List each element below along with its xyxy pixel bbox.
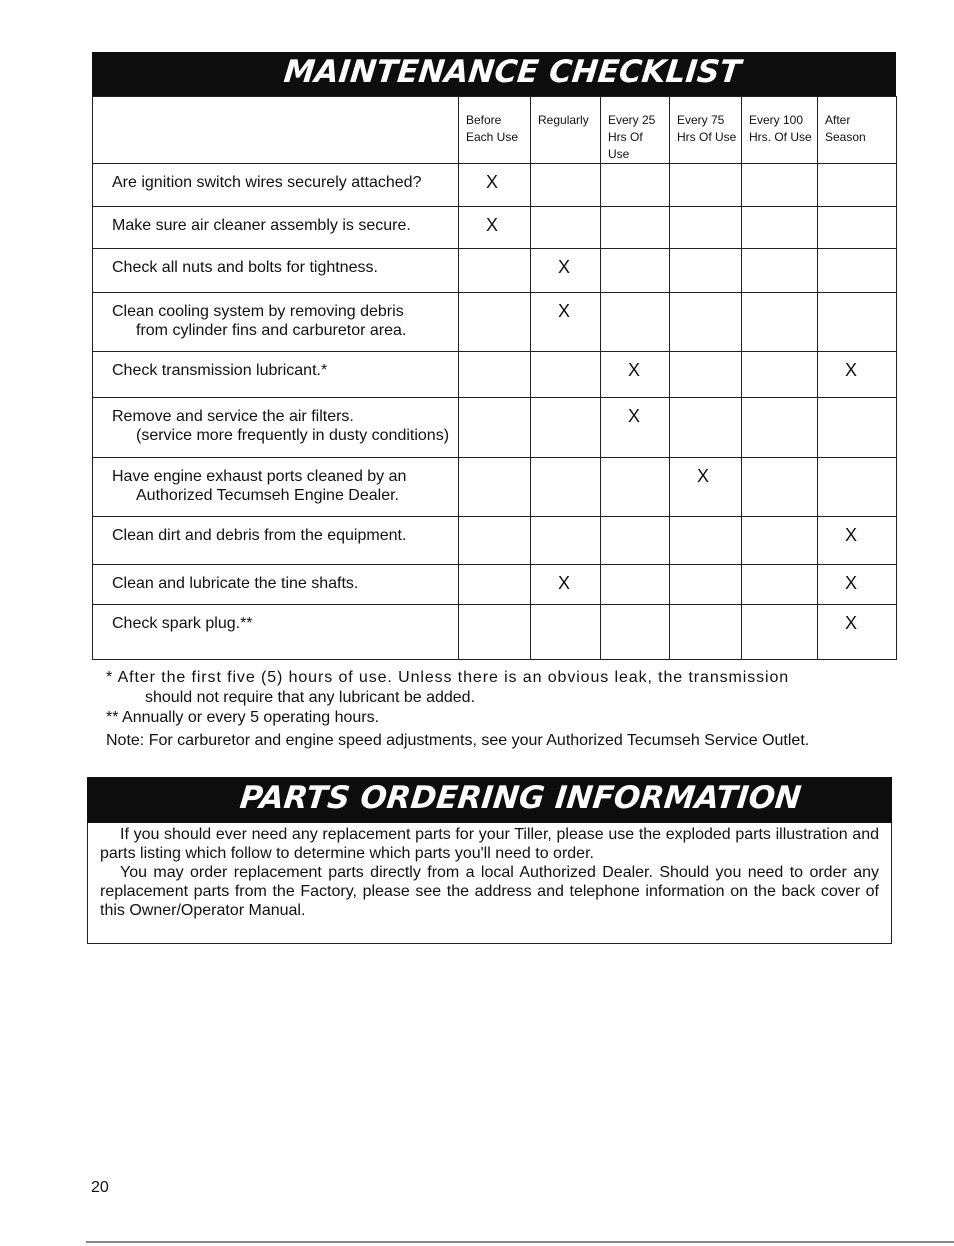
- schedule-cell: [601, 164, 670, 207]
- page-number: 20: [91, 1179, 109, 1196]
- schedule-cell: [531, 605, 601, 660]
- task-cell: [93, 565, 459, 605]
- footnote-transmission: * After the first five (5) hours of use. Unless there is an obvious leak, the transmission: [106, 669, 790, 686]
- table-row: [93, 207, 897, 249]
- schedule-cell: [818, 164, 897, 207]
- maintenance-checklist-table: [92, 96, 897, 660]
- schedule-cell: [818, 398, 897, 458]
- check-mark: X: [558, 301, 571, 321]
- footnotes: [106, 668, 896, 751]
- schedule-cell: [531, 565, 601, 605]
- maintenance-checklist-banner: [92, 52, 896, 96]
- check-mark: X: [558, 573, 571, 593]
- check-mark: X: [845, 360, 858, 380]
- schedule-cell: [459, 565, 531, 605]
- schedule-cell: [818, 352, 897, 398]
- table-row: [93, 293, 897, 352]
- schedule-cell: [601, 517, 670, 565]
- schedule-cell: [601, 352, 670, 398]
- task-cell: [93, 398, 459, 458]
- schedule-cell: [459, 398, 531, 458]
- schedule-cell: [531, 207, 601, 249]
- schedule-cell: [742, 207, 818, 249]
- table-row: [93, 605, 897, 660]
- task-text: Make sure air cleaner assembly is secure.: [112, 217, 411, 234]
- schedule-cell: [818, 605, 897, 660]
- task-cell: [93, 293, 459, 352]
- task-text: Have engine exhaust ports cleaned by an: [112, 468, 407, 485]
- table-row: [93, 458, 897, 517]
- table-body: [93, 164, 897, 660]
- schedule-cell: [670, 565, 742, 605]
- schedule-cell: [531, 458, 601, 517]
- schedule-cell: [601, 293, 670, 352]
- schedule-cell: [670, 293, 742, 352]
- task-text: Are ignition switch wires securely attached?: [112, 174, 422, 191]
- schedule-cell: [818, 293, 897, 352]
- task-cell: [93, 207, 459, 249]
- parts-paragraph-1: If you should ever need any replacement parts for your Tiller, please use the exploded parts illustration and parts listing which follow to determine which parts you'll need to order.: [100, 826, 879, 862]
- schedule-cell: [670, 207, 742, 249]
- task-cell: [93, 352, 459, 398]
- schedule-cell: [670, 458, 742, 517]
- column-header: Every 100 Hrs. Of Use: [742, 97, 818, 164]
- schedule-cell: [742, 605, 818, 660]
- schedule-cell: [670, 517, 742, 565]
- table-row: [93, 249, 897, 293]
- schedule-cell: [531, 398, 601, 458]
- check-mark: X: [697, 466, 710, 486]
- task-text: (service more frequently in dusty conditions): [136, 427, 450, 444]
- task-text: Clean dirt and debris from the equipment.: [112, 527, 407, 544]
- schedule-cell: [459, 517, 531, 565]
- task-text: Check spark plug.**: [112, 615, 253, 632]
- schedule-cell: [601, 605, 670, 660]
- check-mark: X: [486, 215, 499, 235]
- table-row: [93, 565, 897, 605]
- check-mark: X: [628, 406, 641, 426]
- task-text: Clean cooling system by removing debris: [112, 303, 404, 320]
- schedule-cell: [459, 458, 531, 517]
- schedule-cell: [742, 293, 818, 352]
- schedule-cell: [742, 458, 818, 517]
- schedule-cell: [531, 352, 601, 398]
- task-text: Check transmission lubricant.*: [112, 362, 328, 379]
- task-text: from cylinder fins and carburetor area.: [136, 322, 407, 339]
- column-header: Every 25 Hrs Of Use: [601, 97, 670, 164]
- schedule-cell: [531, 249, 601, 293]
- task-cell: [93, 458, 459, 517]
- schedule-cell: [818, 249, 897, 293]
- bottom-rule: [86, 1241, 954, 1243]
- schedule-cell: [670, 398, 742, 458]
- schedule-cell: [742, 517, 818, 565]
- schedule-cell: [531, 517, 601, 565]
- task-text: Clean and lubricate the tine shafts.: [112, 575, 359, 592]
- column-header: Regularly: [531, 97, 601, 164]
- footnote-spark-plug: ** Annually or every 5 operating hours.: [106, 709, 380, 726]
- check-mark: X: [845, 613, 858, 633]
- parts-paragraph-2: You may order replacement parts directly from a local Authorized Dealer. Should you need to order any replacement parts from the Factory, please see the address and telephone information on the back cover of this Owner/Operator Manual.: [100, 864, 879, 919]
- schedule-cell: [601, 398, 670, 458]
- note-carburetor: Note: For carburetor and engine speed adjustments, see your Authorized Tecumseh Service Outlet.: [106, 732, 810, 749]
- task-cell: [93, 605, 459, 660]
- schedule-cell: [818, 458, 897, 517]
- table-row: [93, 398, 897, 458]
- schedule-cell: [670, 352, 742, 398]
- schedule-cell: [601, 458, 670, 517]
- task-text: Check all nuts and bolts for tightness.: [112, 259, 378, 276]
- schedule-cell: [818, 565, 897, 605]
- schedule-cell: [742, 164, 818, 207]
- schedule-cell: [459, 249, 531, 293]
- task-cell: [93, 164, 459, 207]
- schedule-cell: [601, 565, 670, 605]
- schedule-cell: [459, 605, 531, 660]
- check-mark: X: [486, 172, 499, 192]
- task-cell: [93, 517, 459, 565]
- schedule-cell: [670, 605, 742, 660]
- schedule-cell: [459, 352, 531, 398]
- table-row: [93, 164, 897, 207]
- schedule-cell: [670, 164, 742, 207]
- task-text: Authorized Tecumseh Engine Dealer.: [136, 487, 399, 504]
- table-row: [93, 517, 897, 565]
- check-mark: X: [628, 360, 641, 380]
- table-row: [93, 352, 897, 398]
- parts-ordering-banner: [87, 777, 892, 823]
- check-mark: X: [845, 525, 858, 545]
- task-text: Remove and service the air filters.: [112, 408, 354, 425]
- schedule-cell: [818, 517, 897, 565]
- schedule-cell: [459, 293, 531, 352]
- schedule-cell: [459, 207, 531, 249]
- schedule-cell: [742, 565, 818, 605]
- schedule-cell: [818, 207, 897, 249]
- schedule-cell: [742, 249, 818, 293]
- check-mark: X: [558, 257, 571, 277]
- schedule-cell: [459, 164, 531, 207]
- schedule-cell: [670, 249, 742, 293]
- footnote-transmission-continued: should not require that any lubricant be added.: [145, 689, 476, 706]
- parts-ordering-box: [87, 823, 892, 944]
- maintenance-checklist-title: MAINTENANCE CHECKLIST: [282, 54, 743, 90]
- table-header-row: [93, 97, 897, 164]
- column-header: After Season: [818, 97, 897, 164]
- schedule-cell: [742, 398, 818, 458]
- schedule-cell: [601, 207, 670, 249]
- parts-ordering-title: PARTS ORDERING INFORMATION: [238, 780, 803, 816]
- check-mark: X: [845, 573, 858, 593]
- schedule-cell: [742, 352, 818, 398]
- column-header: Before Each Use: [459, 97, 531, 164]
- column-header: Every 75 Hrs Of Use: [670, 97, 742, 164]
- schedule-cell: [531, 164, 601, 207]
- task-column-header: [93, 97, 459, 164]
- schedule-cell: [601, 249, 670, 293]
- schedule-cell: [531, 293, 601, 352]
- task-cell: [93, 249, 459, 293]
